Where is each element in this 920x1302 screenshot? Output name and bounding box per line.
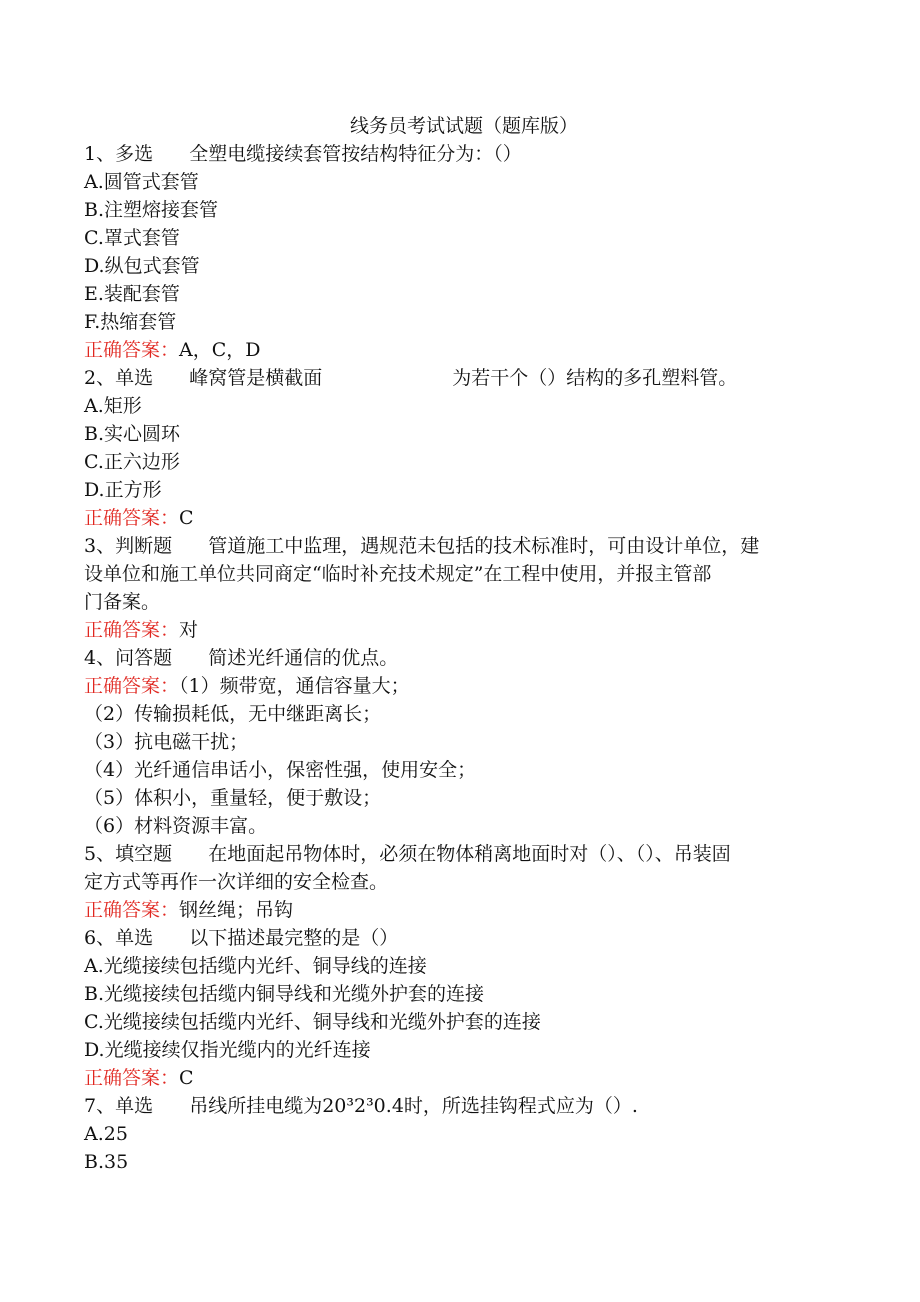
option: A.光缆接续包括缆内光纤、铜导线的连接 (84, 955, 427, 977)
answer-continuation: （2）传输损耗低，无中继距离长； (84, 703, 382, 725)
option: A.圆管式套管 (84, 171, 199, 193)
question-stem-part-2: 为若干个（）结构的多孔塑料管。 (452, 367, 738, 389)
question-stem-line-2: 定方式等再作一次详细的安全检查。 (84, 871, 389, 893)
option: B.实心圆环 (84, 423, 181, 445)
option: D.纵包式套管 (84, 255, 200, 277)
answer-line (84, 336, 844, 364)
option: A.25 (84, 1123, 128, 1145)
answer-label: 正确答案： (84, 1067, 180, 1089)
option: F.热缩套管 (84, 311, 177, 333)
answer-line (84, 616, 844, 644)
question-stem: 吊线所挂电缆为20³2³0.4时，所选挂钩程式应为（）. (189, 1095, 638, 1117)
answer-label: 正确答案： (84, 619, 180, 641)
question-1 (84, 140, 844, 168)
question-number: 7、单选 (84, 1095, 154, 1117)
answer-line (84, 504, 844, 532)
answer-label: 正确答案： (84, 675, 180, 697)
option: B.光缆接续包括缆内铜导线和光缆外护套的连接 (84, 983, 485, 1005)
question-stem-part-1: 峰窝管是横截面 (189, 367, 323, 389)
answer-continuation: （4）光纤通信串话小，保密性强，使用安全； (84, 759, 477, 781)
option: E.装配套管 (84, 283, 180, 305)
answer-value: 钢丝绳；吊钩 (179, 899, 294, 921)
question-stem: 以下描述最完整的是（） (189, 927, 399, 949)
option: D.正方形 (84, 479, 162, 501)
answer-label: 正确答案： (84, 507, 180, 529)
answer-label: 正确答案： (84, 339, 180, 361)
option: B.35 (84, 1151, 129, 1173)
question-2 (84, 364, 844, 392)
question-stem: 简述光纤通信的优点。 (208, 647, 399, 669)
option: D.光缆接续仅指光缆内的光纤连接 (84, 1039, 371, 1061)
question-4 (84, 644, 844, 672)
question-number: 3、判断题 (84, 535, 173, 557)
question-number: 6、单选 (84, 927, 154, 949)
question-stem-line-1: 管道施工中监理，遇规范未包括的技术标准时，可由设计单位，建 (208, 535, 760, 557)
page-title: 线务员考试试题（题库版） (349, 115, 578, 137)
option: C.光缆接续包括缆内光纤、铜导线和光缆外护套的连接 (84, 1011, 541, 1033)
answer-value: 对 (179, 619, 199, 641)
answer-line (84, 896, 844, 924)
question-5 (84, 840, 844, 868)
answer-value: A，C，D (179, 339, 261, 361)
option: B.注塑熔接套管 (84, 199, 219, 221)
question-number: 1、多选 (84, 143, 154, 165)
question-3 (84, 532, 844, 560)
question-stem: 全塑电缆接续套管按结构特征分为：（） (189, 143, 522, 165)
question-number: 2、单选 (84, 367, 154, 389)
answer-label: 正确答案： (84, 899, 180, 921)
question-6 (84, 924, 844, 952)
answer-continuation: （5）体积小，重量轻，便于敷设； (84, 787, 382, 809)
answer-continuation: （3）抗电磁干扰； (84, 731, 249, 753)
question-number: 4、问答题 (84, 647, 173, 669)
document-page (84, 112, 844, 1176)
option: C.正六边形 (84, 451, 180, 473)
answer-value: C (179, 507, 194, 529)
answer-value: C (179, 1067, 194, 1089)
question-stem-line-3: 门备案。 (84, 591, 161, 613)
answer-line (84, 672, 844, 700)
question-number: 5、填空题 (84, 843, 173, 865)
answer-line (84, 1064, 844, 1092)
option: A.矩形 (84, 395, 142, 417)
question-stem-line-1: 在地面起吊物体时，必须在物体稍离地面时对（）、（）、吊装固 (208, 843, 731, 865)
question-7 (84, 1092, 844, 1120)
option: C.罩式套管 (84, 227, 180, 249)
answer-continuation: （6）材料资源丰富。 (84, 815, 268, 837)
answer-value: （1）频带宽，通信容量大； (179, 675, 410, 697)
question-stem-line-2: 设单位和施工单位共同商定“临时补充技术规定”在工程中使用，并报主管部 (84, 563, 712, 585)
